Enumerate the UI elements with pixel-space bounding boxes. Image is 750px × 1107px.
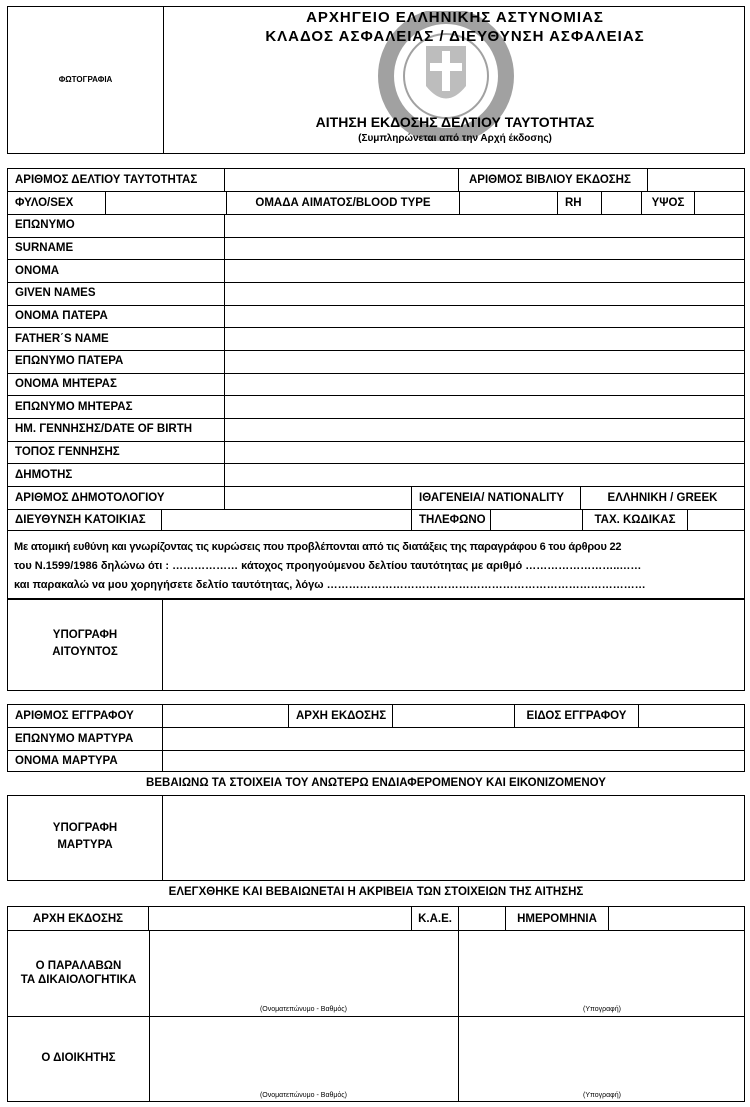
address-field[interactable] (163, 509, 411, 530)
verification-authority-label: ΑΡΧΗ ΕΚΔΟΣΗΣ (8, 907, 149, 930)
witness-document-number-label: ΑΡΙΘΜΟΣ ΕΓΓΡΑΦΟΥ (8, 705, 163, 727)
applicant-signature-label-1: ΥΠΟΓΡΑΦΗ (52, 629, 118, 641)
receiver-label-1: Ο ΠΑΡΑΛΑΒΩΝ (35, 960, 122, 972)
header-line-2: ΚΛΑΔΟΣ ΑΣΦΑΛΕΙΑΣ / ΔΙΕΥΘΥΝΣΗ ΑΣΦΑΛΕΙΑΣ (265, 28, 645, 45)
witness-name-label: ΟΝΟΜΑ ΜΑΡΤΥΡΑ (8, 750, 163, 771)
witness-issuing-authority-field[interactable] (393, 705, 515, 727)
witness-surname-field[interactable] (163, 727, 744, 750)
postal-code-label: ΤΑΧ. ΚΩΔΙΚΑΣ (583, 509, 688, 530)
witness-certify-statement: ΒΕΒΑΙΩΝΩ ΤΑ ΣΤΟΙΧΕΙΑ ΤΟΥ ΑΝΩΤΕΡΩ ΕΝΔΙΑΦΕΡΟΜΕΝΟΥ ΚΑΙ ΕΙΚΟΝΙΖΟΜΕΝΟΥ (146, 777, 606, 789)
personal-row-field[interactable] (226, 327, 744, 350)
municipal-number-field[interactable] (226, 486, 411, 509)
personal-row-label: ΤΟΠΟΣ ΓΕΝΝΗΣΗΣ (8, 441, 225, 464)
declaration-line-1: Με ατομική ευθύνη και γνωρίζοντας τις κυρώσεις που προβλέπονται από τις διατάξεις της παραγράφου 6 του άρθρου 22 (14, 541, 622, 553)
receiver-label-2: ΤΑ ΔΙΚΑΙΟΛΟΓΗΤΙΚΑ (20, 974, 137, 986)
personal-row-field[interactable] (226, 373, 744, 396)
receiver-name-rank-caption: (Ονοματεπώνυμο - Βαθμός) (259, 1006, 348, 1013)
nationality-value: ΕΛΛΗΝΙΚΗ / GREEK (607, 491, 718, 504)
commander-signature-caption: (Υπογραφή) (583, 1092, 621, 1099)
witness-signature-box (7, 795, 745, 881)
personal-row-label: ΔΗΜΟΤΗΣ (8, 463, 225, 486)
personal-row-label: GIVEN NAMES (8, 282, 225, 305)
personal-row-field[interactable] (226, 214, 744, 237)
applicant-signature-box (7, 599, 745, 691)
header-box (7, 6, 745, 154)
id-number-label: ΑΡΙΘΜΟΣ ΔΕΛΤΙΟΥ ΤΑΥΤΟΤΗΤΑΣ (8, 169, 225, 191)
sex-label: ΦΥΛΟ/SEX (8, 191, 106, 214)
verification-title: ΕΛΕΓΧΘΗΚΕ ΚΑΙ ΒΕΒΑΙΩΝΕΤΑΙ Η ΑΚΡΙΒΕΙΑ ΤΩΝ ΣΤΟΙΧΕΙΩΝ ΤΗΣ ΑΙΤΗΣΗΣ (168, 886, 584, 898)
personal-row-field[interactable] (226, 282, 744, 305)
blood-type-label: ΟΜΑΔΑ ΑΙΜΑΤΟΣ/BLOOD TYPE (226, 191, 460, 214)
witness-surname-label: ΕΠΩΝΥΜΟ ΜΑΡΤΥΡΑ (8, 727, 163, 750)
blood-type-field[interactable] (460, 191, 557, 214)
personal-row-label: ΗΜ. ΓΕΝΝΗΣΗΣ/DATE OF BIRTH (8, 418, 225, 441)
address-label: ΔΙΕΥΘΥΝΣΗ ΚΑΤΟΙΚΙΑΣ (8, 509, 162, 530)
personal-row-field[interactable] (226, 441, 744, 464)
verification-table (7, 906, 745, 1102)
personal-row-field[interactable] (226, 395, 744, 418)
witness-document-type-field[interactable] (639, 705, 744, 727)
nationality-label: ΙΘΑΓΕΝΕΙΑ/ NATIONALITY (411, 486, 581, 509)
photo-label: ΦΩΤΟΓΡΑΦΙΑ (58, 75, 113, 84)
witness-name-field[interactable] (163, 750, 744, 771)
applicant-signature-area[interactable] (163, 600, 744, 690)
sex-field[interactable] (107, 191, 227, 214)
personal-row-label: ΕΠΩΝΥΜΟ ΠΑΤΕΡΑ (8, 350, 225, 373)
personal-row-field[interactable] (226, 237, 744, 260)
personal-row-field[interactable] (226, 305, 744, 328)
personal-row-label: ΕΠΩΝΥΜΟ (8, 214, 225, 237)
form-title: ΑΙΤΗΣΗ ΕΚΔΟΣΗΣ ΔΕΛΤΙΟΥ ΤΑΥΤΟΤΗΤΑΣ (315, 114, 595, 130)
personal-row-label: SURNAME (8, 237, 225, 260)
witness-document-type-label: ΕΙΔΟΣ ΕΓΓΡΑΦΟΥ (515, 705, 639, 727)
personal-row-label: ΟΝΟΜΑ (8, 259, 225, 282)
witness-signature-label-2: ΜΑΡΤΥΡΑ (57, 839, 113, 851)
phone-label: ΤΗΛΕΦΩΝΟ (411, 509, 491, 530)
kae-label: Κ.Α.Ε. (411, 907, 459, 930)
verification-authority-field[interactable] (149, 907, 411, 930)
municipal-number-label: ΑΡΙΘΜΟΣ ΔΗΜΟΤΟΛΟΓΙΟΥ (8, 486, 225, 509)
issue-book-number-label: ΑΡΙΘΜΟΣ ΒΙΒΛΙΟΥ ΕΚΔΟΣΗΣ (458, 169, 648, 191)
personal-row-field[interactable] (226, 350, 744, 373)
declaration-box (7, 531, 745, 599)
commander-label: Ο ΔΙΟΙΚΗΤΗΣ (41, 1052, 116, 1064)
witness-signature-label-1: ΥΠΟΓΡΑΦΗ (52, 822, 118, 834)
height-label: ΥΨΟΣ (642, 191, 695, 214)
witness-table (7, 704, 745, 772)
declaration-line-2: του Ν.1599/1986 δηλώνω ότι : ……………… κάτοχος προηγούμενου δελτίου ταυτότητας με αριθμό ……………………..…… (14, 560, 642, 572)
issue-book-number-field[interactable] (648, 169, 744, 191)
date-label: ΗΜΕΡΟΜΗΝΙΑ (506, 907, 609, 930)
personal-row-field[interactable] (226, 463, 744, 486)
personal-row-field[interactable] (226, 418, 744, 441)
rh-field[interactable] (602, 191, 642, 214)
declaration-line-3: και παρακαλώ να μου χορηγήσετε δελτίο ταυτότητας, λόγω …………………………………………………………………………… (14, 579, 646, 591)
personal-row-label: FATHER΄S NAME (8, 327, 225, 350)
personal-row-label: ΟΝΟΜΑ ΠΑΤΕΡΑ (8, 305, 225, 328)
commander-name-rank-caption: (Ονοματεπώνυμο - Βαθμός) (259, 1092, 348, 1099)
form-subtitle: (Συμπληρώνεται από την Αρχή έκδοσης) (358, 133, 552, 144)
witness-signature-area[interactable] (163, 796, 744, 880)
witness-document-number-field[interactable] (163, 705, 288, 727)
kae-field[interactable] (459, 907, 506, 930)
phone-field[interactable] (491, 509, 583, 530)
personal-row-label: ΟΝΟΜΑ ΜΗΤΕΡΑΣ (8, 373, 225, 396)
id-number-field[interactable] (226, 169, 458, 191)
receiver-signature-caption: (Υπογραφή) (583, 1006, 621, 1013)
date-field[interactable] (609, 907, 744, 930)
personal-row-field[interactable] (226, 259, 744, 282)
personal-row-label: ΕΠΩΝΥΜΟ ΜΗΤΕΡΑΣ (8, 395, 225, 418)
applicant-signature-label-2: ΑΙΤΟΥΝΤΟΣ (52, 646, 118, 658)
rh-label: RH (557, 191, 602, 214)
witness-issuing-authority-label: ΑΡΧΗ ΕΚΔΟΣΗΣ (288, 705, 393, 727)
personal-details-table (7, 168, 745, 531)
postal-code-field[interactable] (689, 509, 744, 530)
height-field[interactable] (696, 191, 744, 214)
header-line-1: ΑΡΧΗΓΕΙΟ ΕΛΛΗΝΙΚΗΣ ΑΣΤΥΝΟΜΙΑΣ (306, 9, 604, 26)
